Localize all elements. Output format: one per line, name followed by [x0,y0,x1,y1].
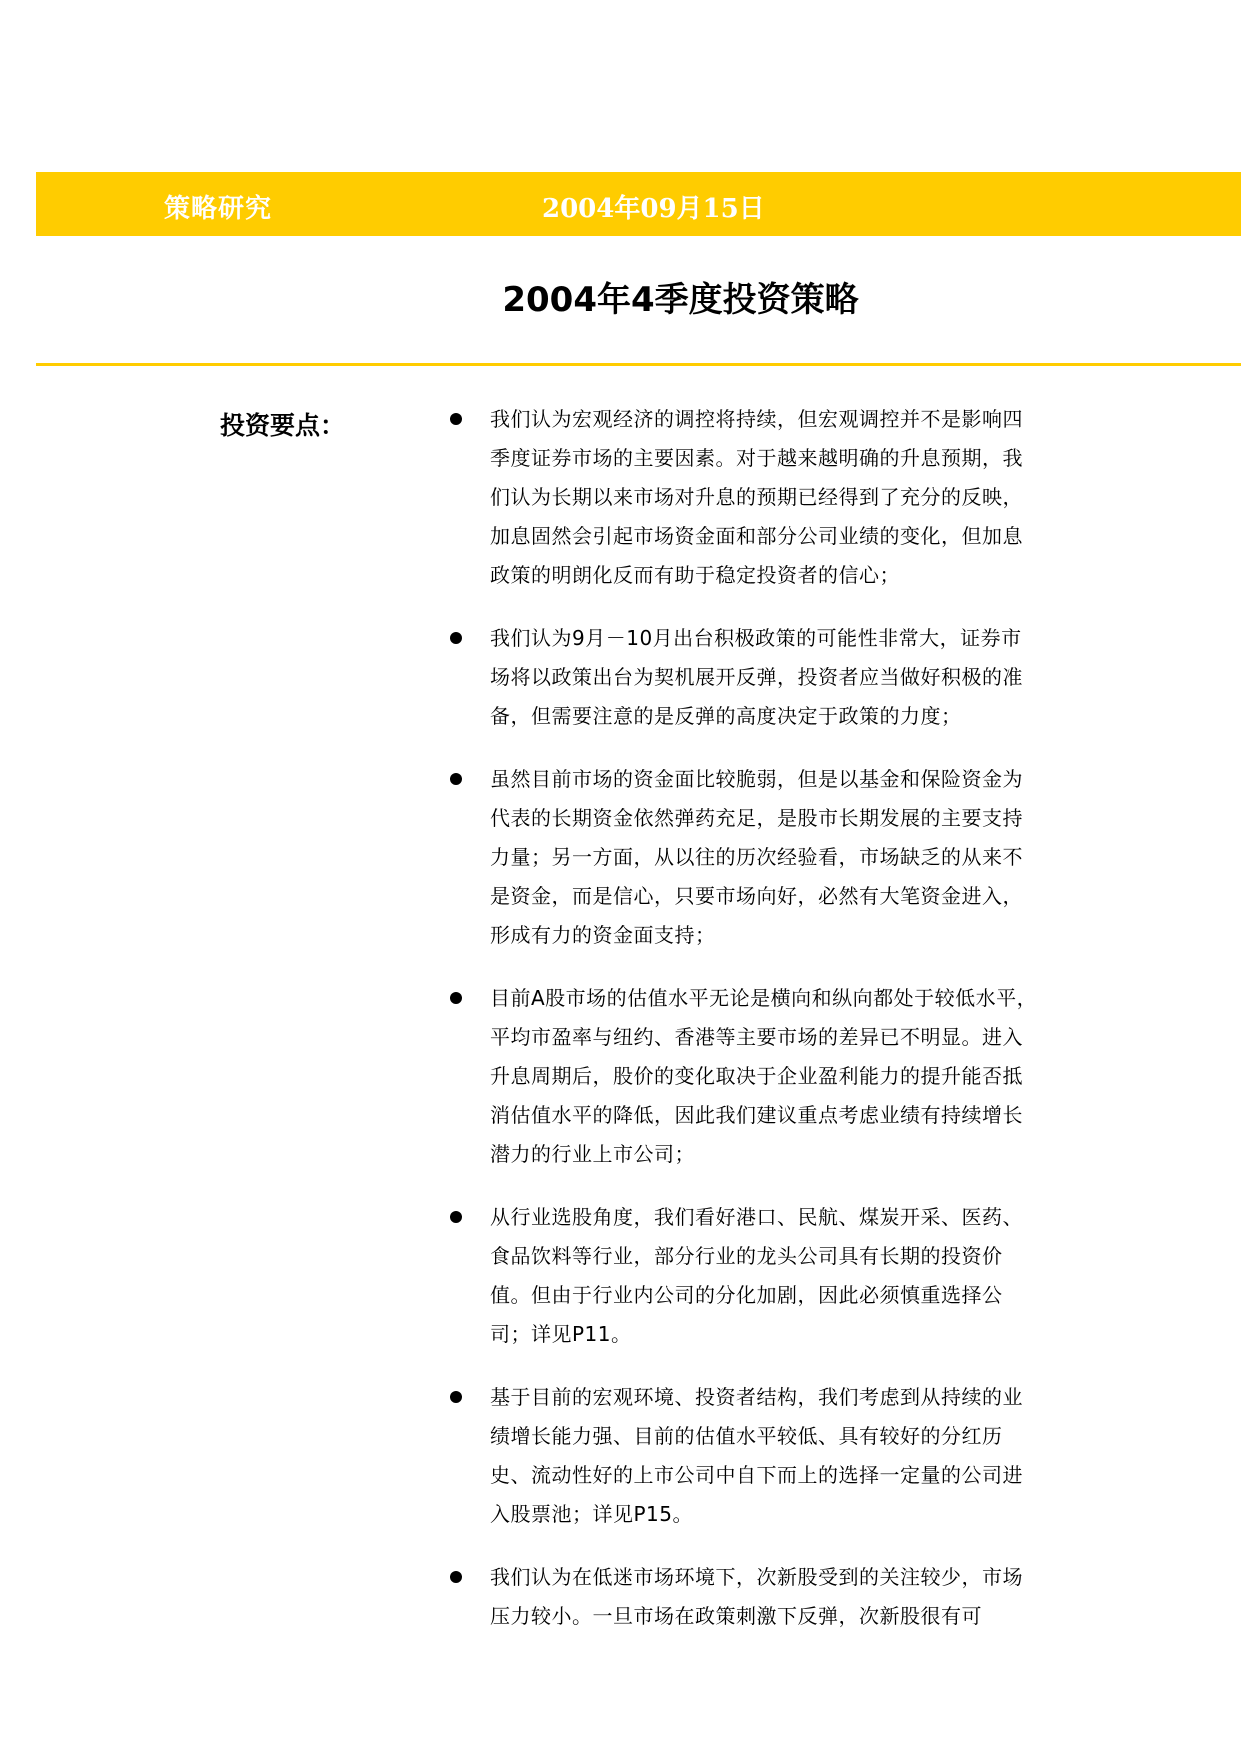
key-point-text: 基于目前的宏观环境、投资者结构，我们考虑到从持续的业绩增长能力强、目前的估值水平较低、具有较好的分红历史、流动性好的上市公司中自下而上的选择一定量的公司进入股票池；详见P15。 [490,1385,1023,1526]
title-divider [36,363,1241,366]
bullet-icon [450,413,462,425]
section-label: 投资要点： [220,411,346,440]
key-point [442,619,1042,736]
bullet-icon [450,992,462,1004]
bullet-icon [450,1211,462,1223]
report-category: 策略研究 [164,194,273,224]
key-point [442,979,1042,1174]
key-point [442,400,1042,595]
key-point [442,760,1042,955]
key-point [442,1198,1042,1354]
key-point-text: 我们认为宏观经济的调控将持续，但宏观调控并不是影响四季度证券市场的主要因素。对于越来越明确的升息预期，我们认为长期以来市场对升息的预期已经得到了充分的反映，加息固然会引起市场资金面和部分公司业绩的变化，但加息政策的明朗化反而有助于稳定投资者的信心； [490,407,1023,587]
key-point-text: 虽然目前市场的资金面比较脆弱，但是以基金和保险资金为代表的长期资金依然弹药充足，是股市长期发展的主要支持力量；另一方面，从以往的历次经验看，市场缺乏的从来不是资金，而是信心，只要市场向好，必然有大笔资金进入，形成有力的资金面支持； [490,767,1023,947]
bullet-icon [450,1571,462,1583]
key-point [442,1378,1042,1534]
bullet-icon [450,773,462,785]
report-date: 2004年09月15日 [542,194,765,224]
key-point-text: 我们认为9月－10月出台积极政策的可能性非常大，证券市场将以政策出台为契机展开反弹，投资者应当做好积极的准备，但需要注意的是反弹的高度决定于政策的力度； [490,626,1023,728]
bullet-icon [450,632,462,644]
key-point-text: 从行业选股角度，我们看好港口、民航、煤炭开采、医药、食品饮料等行业，部分行业的龙头公司具有长期的投资价值。但由于行业内公司的分化加剧，因此必须慎重选择公司；详见P11。 [490,1205,1023,1346]
key-point-text: 目前A股市场的估值水平无论是横向和纵向都处于较低水平，平均市盈率与纽约、香港等主要市场的差异已不明显。进入升息周期后，股价的变化取决于企业盈利能力的提升能否抵消估值水平的降低，因此我们建议重点考虑业绩有持续增长潜力的行业上市公司； [490,986,1038,1166]
key-points-list [442,400,1042,1660]
header-band [36,172,1241,236]
report-title: 2004年4季度投资策略 [502,280,859,320]
key-point-text: 我们认为在低迷市场环境下，次新股受到的关注较少，市场压力较小。一旦市场在政策刺激下反弹，次新股很有可 [490,1565,1023,1628]
bullet-icon [450,1391,462,1403]
key-point [442,1558,1042,1636]
